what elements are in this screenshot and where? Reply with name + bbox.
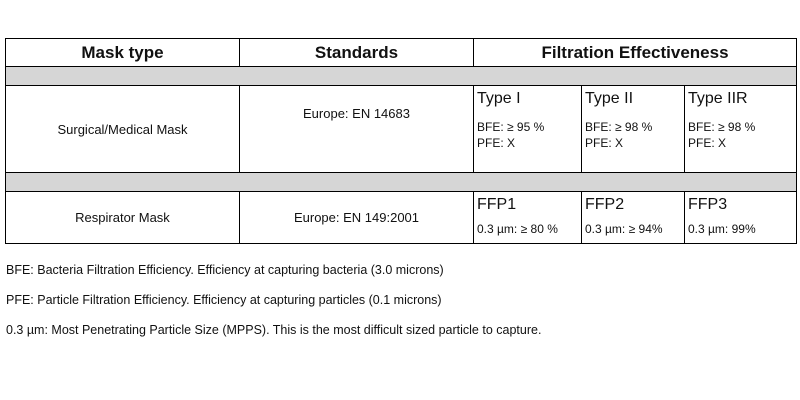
divider-row <box>6 67 797 86</box>
type-cell <box>474 192 582 244</box>
type-value: BFE: ≥ 98 % <box>688 120 756 134</box>
header-filtration-effectiveness: Filtration Effectiveness <box>474 39 797 67</box>
table-row <box>6 192 797 244</box>
standard-cell: Europe: EN 149:2001 <box>240 192 474 244</box>
type-title: Type II <box>585 90 634 107</box>
type-value: 0.3 µm: ≥ 94% <box>585 222 663 236</box>
header-mask-type: Mask type <box>6 39 240 67</box>
type-value: BFE: ≥ 98 % <box>585 120 653 134</box>
type-title: Type IIR <box>688 90 748 107</box>
type-cell <box>582 86 685 173</box>
divider-row <box>6 173 797 192</box>
footnotes <box>6 262 541 352</box>
type-title: FFP1 <box>477 196 517 213</box>
type-title: Type I <box>477 90 521 107</box>
mask-type-cell: Surgical/Medical Mask <box>6 86 240 173</box>
type-cell <box>582 192 685 244</box>
type-value: PFE: X <box>477 136 516 150</box>
type-title: FFP2 <box>585 196 625 213</box>
standard-cell: Europe: EN 14683 <box>240 86 474 173</box>
mask-standards-table <box>5 38 797 244</box>
type-cell <box>685 86 797 173</box>
divider-cell <box>6 173 797 192</box>
type-value: 0.3 µm: ≥ 80 % <box>477 222 558 236</box>
type-cell <box>685 192 797 244</box>
footnote-bfe: BFE: Bacteria Filtration Efficiency. Efficiency at capturing bacteria (3.0 microns) <box>6 263 444 277</box>
type-value: PFE: X <box>688 136 727 150</box>
type-cell <box>474 86 582 173</box>
type-value: PFE: X <box>585 136 624 150</box>
mask-type-cell: Respirator Mask <box>6 192 240 244</box>
type-value: BFE: ≥ 95 % <box>477 120 545 134</box>
type-value: 0.3 µm: 99% <box>688 222 756 236</box>
type-title: FFP3 <box>688 196 728 213</box>
divider-cell <box>6 67 797 86</box>
footnote-pfe: PFE: Particle Filtration Efficiency. Efficiency at capturing particles (0.1 microns) <box>6 293 442 307</box>
table-row <box>6 86 797 173</box>
header-standards: Standards <box>240 39 474 67</box>
footnote-mpps: 0.3 µm: Most Penetrating Particle Size (MPPS). This is the most difficult sized particle to capture. <box>6 323 542 337</box>
header-row <box>6 39 797 67</box>
